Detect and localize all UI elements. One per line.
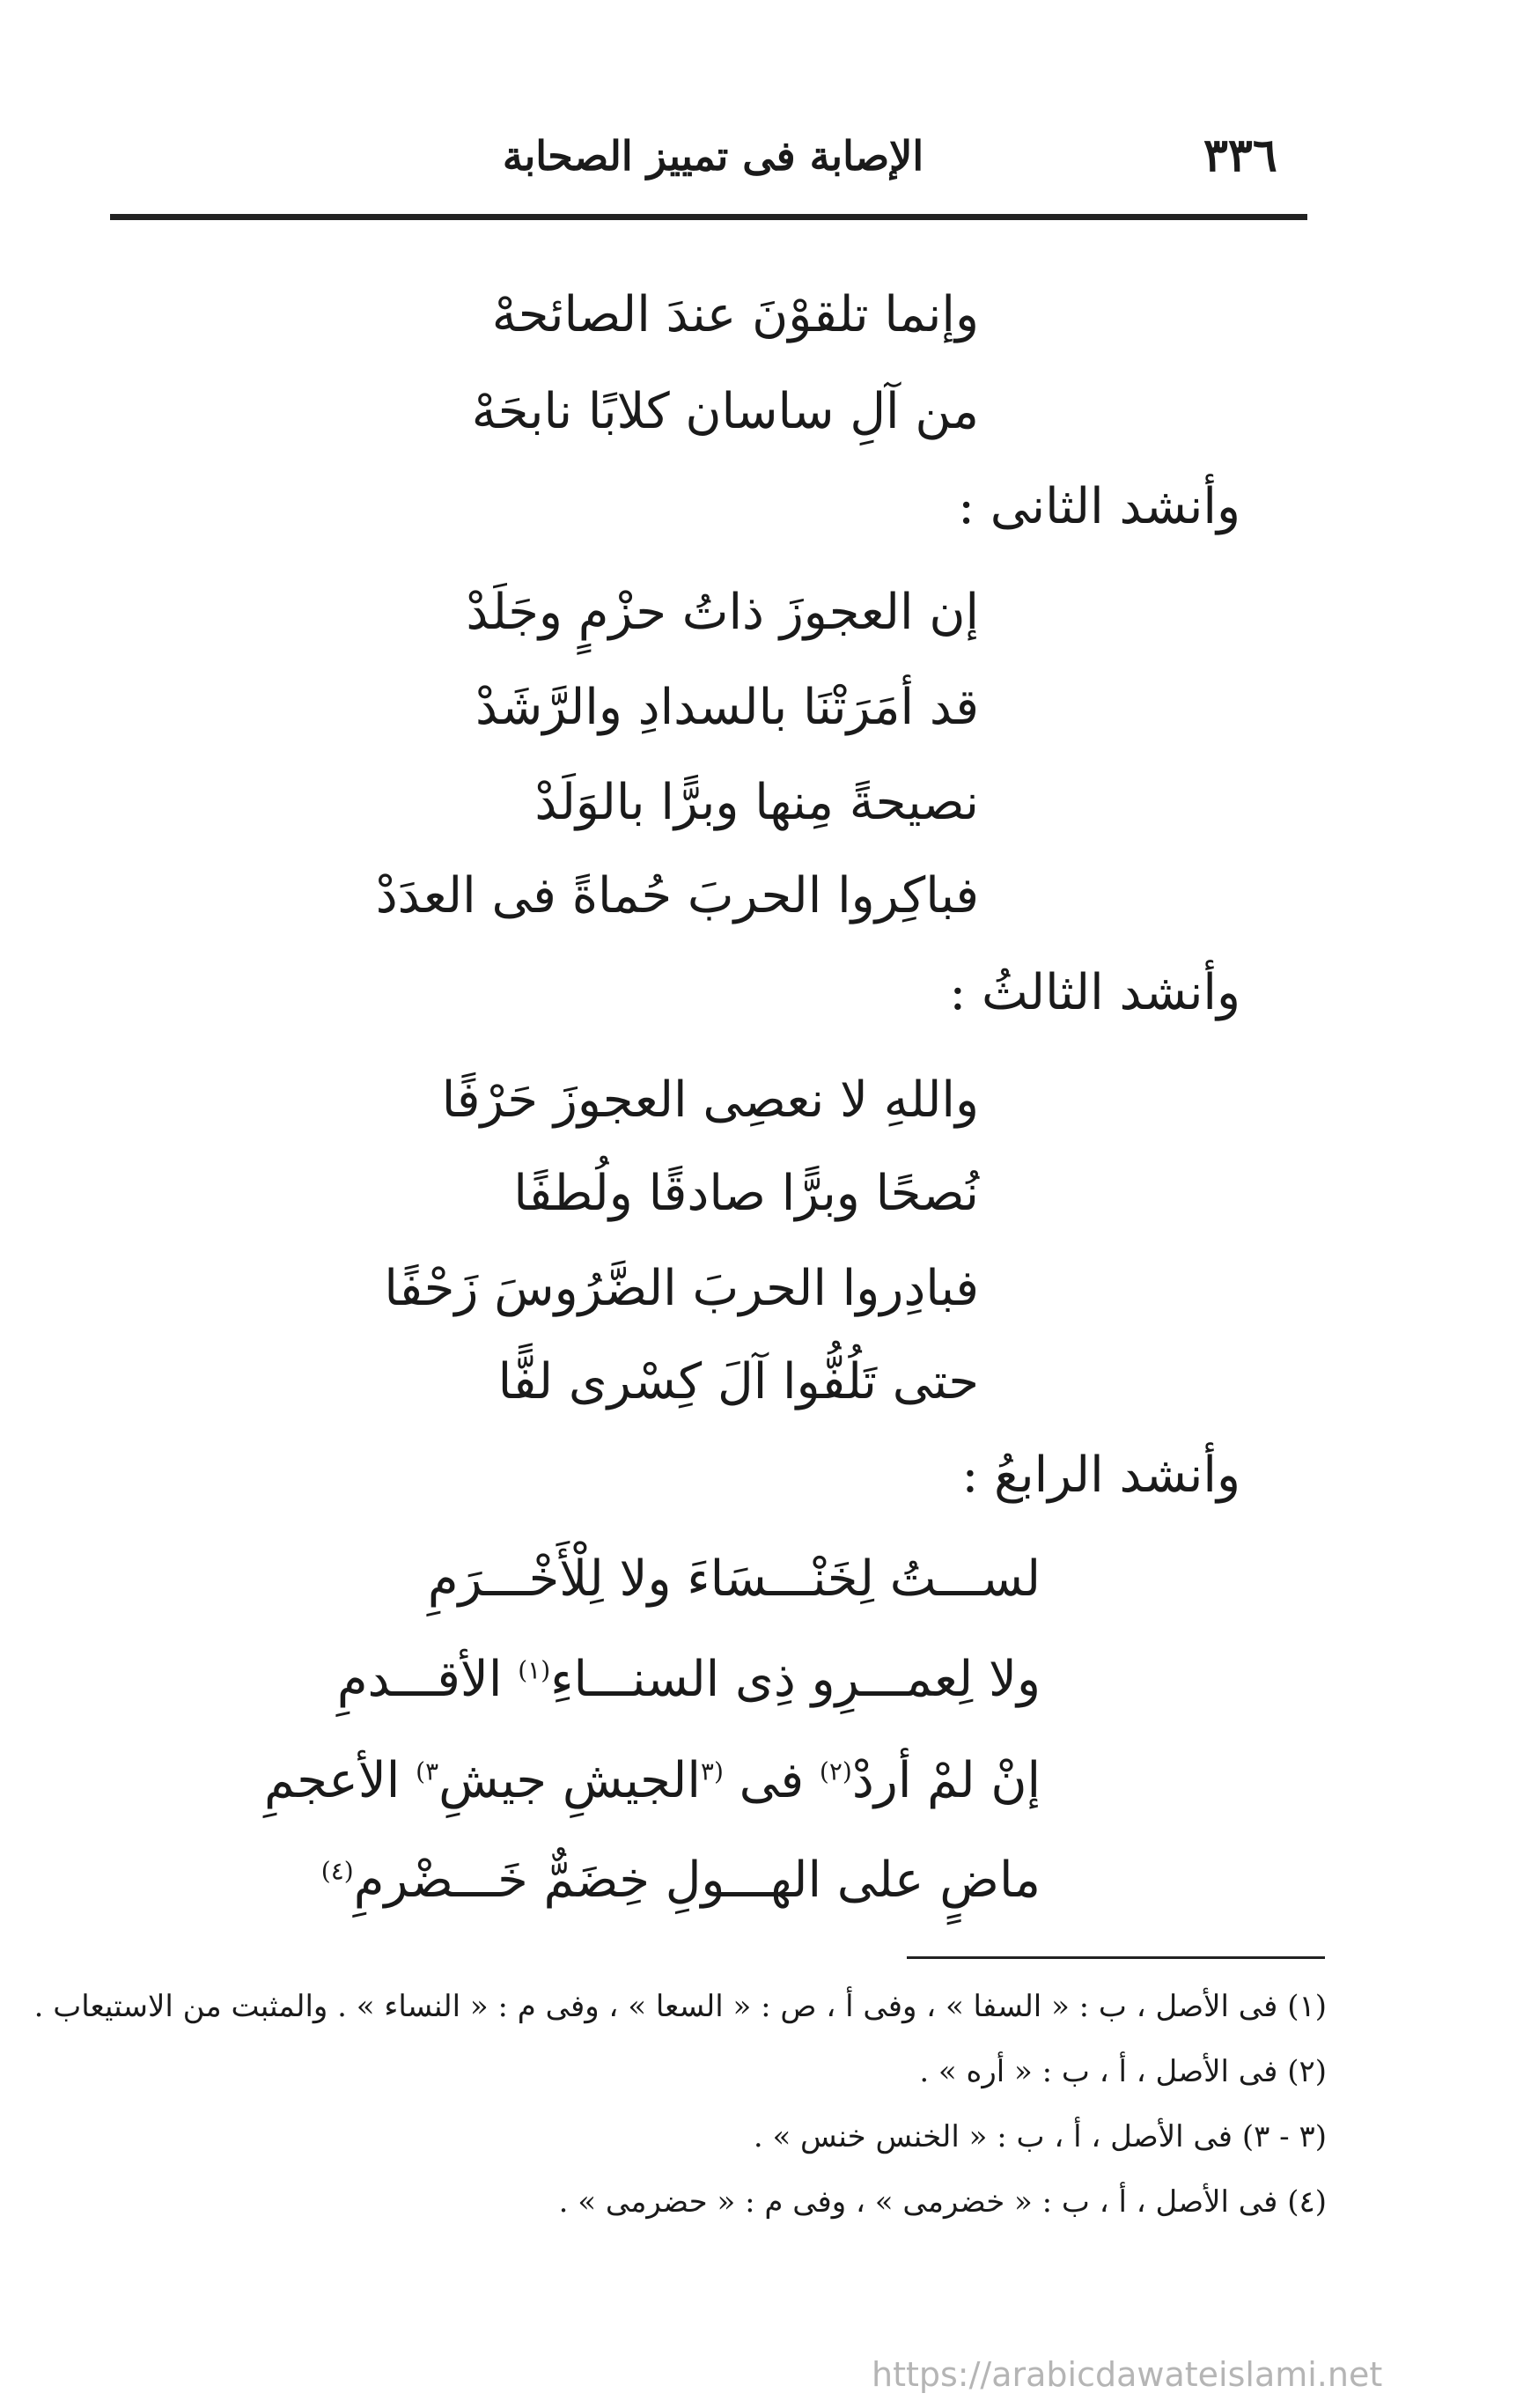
header-rule <box>110 214 1307 220</box>
footnote-mark: (٢) <box>819 1756 852 1786</box>
watermark: https://arabicdawateislami.net <box>872 2355 1383 2394</box>
footnote-mark: (٣ <box>700 1756 724 1786</box>
poem-intro: وأنشد الثانى : <box>958 478 1240 535</box>
poem-intro: وأنشد الرابعُ : <box>961 1447 1240 1504</box>
verse-line: إنْ لمْ أردْ$^{(٢)}$ فى $^{(٣}$الجيشِ جيشِ$^{٣)}$ الأعجمِ <box>263 1752 1041 1809</box>
footnote-item: (٢) فى الأصل ، أ ، ب : « أره » . <box>919 2054 1327 2089</box>
footnote-mark: (٤) <box>320 1856 354 1886</box>
verse-line: حتى تَلُفُّوا آلَ كِسْرى لفًّا <box>497 1353 979 1410</box>
footnote-item: (٤) فى الأصل ، أ ، ب : « خضرمى » ، وفى م : « حضرمى » . <box>558 2184 1327 2220</box>
footnote-mark: (١) <box>518 1655 551 1685</box>
footnote-item: (٣ - ٣) فى الأصل ، أ ، ب : « الخنس خنس » . <box>753 2119 1327 2154</box>
verse-line: وإنما تلقوْنَ عندَ الصائحهْ <box>491 286 979 343</box>
verse-line: من آلِ ساسان كلابًا نابحَهْ <box>471 383 979 440</box>
verse-line: لســـتُ لِخَنْـــسَاءَ ولا لِلْأَخْـــرَمِ <box>427 1550 1041 1608</box>
verse-line: نصيحةً مِنها وبرًّا بالوَلَدْ <box>534 774 979 831</box>
page-number: ٣٣٦ <box>1203 129 1277 182</box>
footnote-mark: ٣) <box>416 1756 439 1786</box>
verse-line: واللهِ لا نعصِى العجوزَ حَرْفًا <box>441 1071 979 1129</box>
footnote-item: (١) فى الأصل ، ب : « السفا » ، وفى أ ، ص : « السعا » ، وفى م : « النساء » . والمثبت من الاستيعاب . <box>33 1989 1327 2024</box>
verse-line: قد أمَرَتْنَا بالسدادِ والرَّشَدْ <box>475 679 979 736</box>
verse-line: فبادِروا الحربَ الضَّرُوسَ زَحْفًا <box>384 1260 979 1317</box>
footnote-rule <box>907 1956 1325 1959</box>
verse-line: نُصحًا وبرًّا صادقًا ولُطفًا <box>513 1165 979 1222</box>
verse-line: ولا لِعمـــرِو ذِى السنـــاءِ$^{(١)}$ الأقـــدمِ <box>336 1651 1041 1708</box>
poem-intro: وأنشد الثالثُ : <box>949 964 1240 1021</box>
verse-line: إن العجوزَ ذاتُ حزْمٍ وجَلَدْ <box>466 584 979 641</box>
verse-line: فباكِروا الحربَ حُماةً فى العدَدْ <box>375 867 979 924</box>
verse-line: ماضٍ على الهـــولِ خِضَمٌّ خَـــضْرمِ$^{(٤)}$ <box>320 1852 1041 1909</box>
running-title: الإصابة فى تمييز الصحابة <box>502 132 924 180</box>
